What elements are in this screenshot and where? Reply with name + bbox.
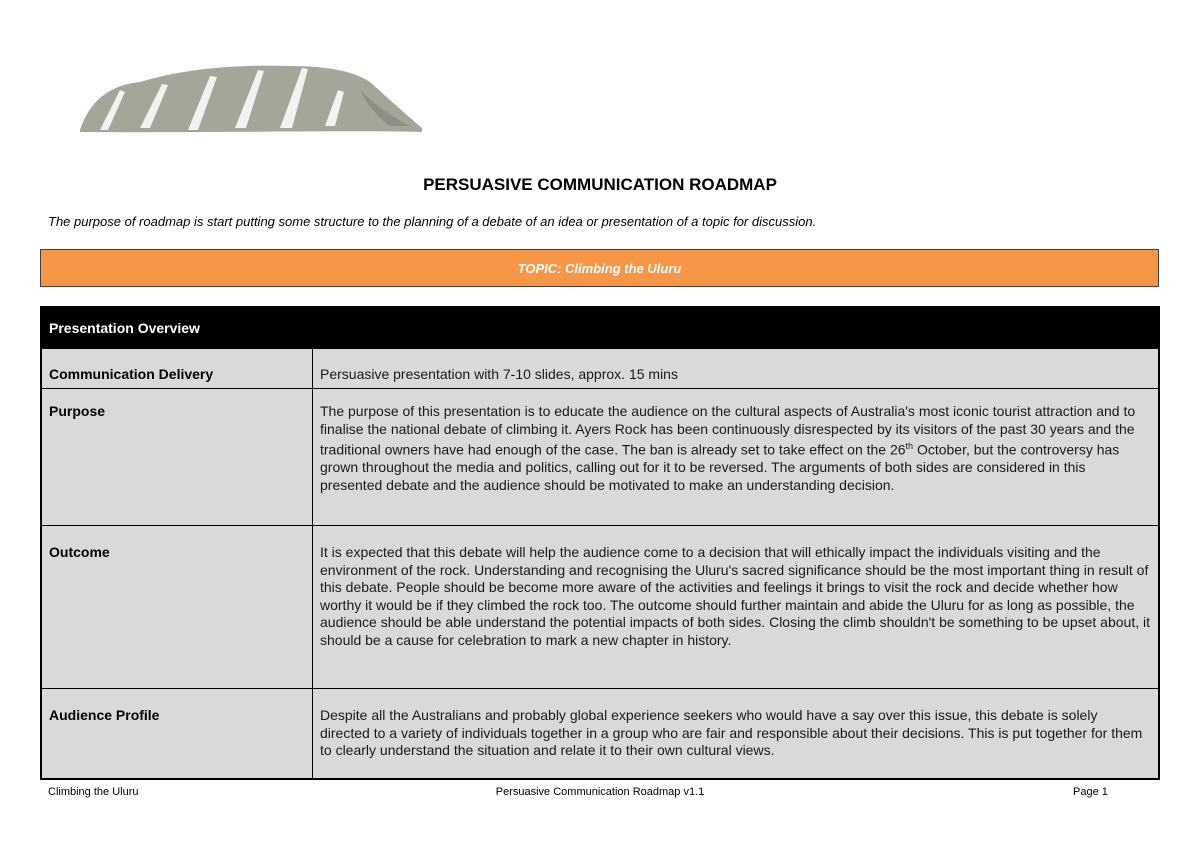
- row-value: [313, 389, 1159, 526]
- row-label: Audience Profile: [42, 689, 313, 779]
- table-row: [42, 526, 1159, 689]
- footer-page-number: Page 1: [1073, 786, 1108, 798]
- overview-table: [40, 306, 1160, 780]
- row-label: Purpose: [42, 389, 313, 526]
- topic-banner: TOPIC: Climbing the Uluru: [40, 249, 1159, 287]
- page-title: PERSUASIVE COMMUNICATION ROADMAP: [423, 175, 777, 194]
- row-value-part: October, but the controversy has grown throughout the media and politics, calling out for it to be reversed. The arguments of both sides are considered in this presented debate and the audience should be motivated to make an understanding decision.: [320, 441, 1120, 493]
- page-subtitle: The purpose of roadmap is start putting some structure to the planning of a debate of an idea or presentation of a topic for discussion.: [48, 214, 817, 229]
- footer-center: Persuasive Communication Roadmap v1.1: [495, 786, 705, 798]
- table-row: [42, 389, 1159, 526]
- row-value: It is expected that this debate will help the audience come to a decision that will ethically impact the individuals visiting and the environment of the rock. Understanding and recognising the Uluru's sacred significance should be the most important thing in result of this debate. People should be become more aware of the activities and feelings it brings to visit the rock and decide whether how worthy it would be if they climbed the rock too. The outcome should further maintain and abide the Uluru for as long as possible, the audience should be able understand the potential impacts of both sides. Closing the climb shouldn't be something to be upset about, it should be a cause for celebration to mark a new chapter in history.: [313, 526, 1159, 689]
- footer-left: Climbing the Uluru: [48, 786, 139, 798]
- ordinal-suffix: th: [905, 441, 914, 451]
- row-label: Outcome: [42, 526, 313, 689]
- table-row: [42, 349, 1159, 389]
- row-value: Despite all the Australians and probably global experience seekers who would have a say over this issue, this debate is solely directed to a variety of individuals together in a group who are fair and responsible about their decisions. This is put together for them to clearly understand the situation and relate it to their own cultural views.: [313, 689, 1159, 779]
- table-row: [42, 689, 1159, 779]
- row-value-part: The purpose of this presentation is to educate the audience on the cultural aspects of Australia's most iconic tourist attraction and to finalise the national debate of climbing it. Ayers Rock has been continuously disrespected by its visitors of the past 30 years and the traditional owners have had enough of the case. The ban is already set to take effect on the 26: [320, 403, 1136, 458]
- overview-heading: Presentation Overview: [41, 307, 1159, 348]
- uluru-rock-icon: [70, 60, 425, 135]
- row-value: Persuasive presentation with 7-10 slides, approx. 15 mins: [313, 349, 1159, 389]
- row-label: Communication Delivery: [42, 349, 313, 389]
